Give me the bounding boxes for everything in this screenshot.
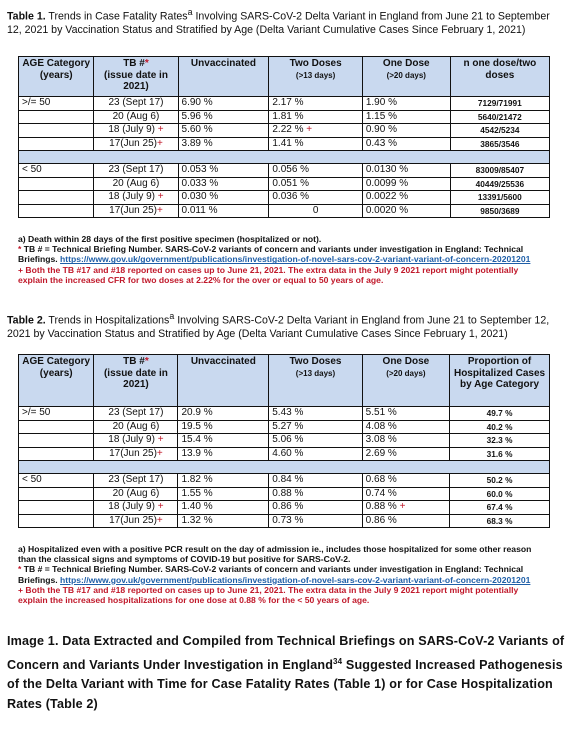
unvaccinated-cell: 0.011 % (178, 204, 269, 218)
age-group-blank (19, 110, 94, 124)
note-tb (18, 564, 548, 584)
age-group-blank (19, 514, 94, 528)
tb-cell (94, 164, 178, 178)
one-dose-cell: 0.0022 % (362, 191, 450, 205)
two-doses-cell: 4.60 % (269, 447, 362, 461)
unvaccinated-cell: 1.32 % (178, 514, 269, 528)
header-two-label: Two Doses (289, 58, 342, 69)
header-tb (94, 57, 178, 97)
tb-value: 20 (Aug 6) (112, 420, 160, 432)
unvaccinated-cell: 5.96 % (178, 110, 269, 124)
unvaccinated-cell: 1.40 % (178, 501, 269, 515)
one-dose-cell: 0.90 % (362, 124, 450, 138)
note-plus: + Both the TB #17 and #18 reported on cases up to June 21, 2021. The extra data in the July 9 2021 report might potentially explain the increased hospitalizations for one dose at 0.88 % for the < 50 years of age. (18, 584, 519, 606)
one-dose-cell: 0.43 % (362, 137, 450, 151)
header-tb (94, 355, 178, 407)
n-doses-cell: 40449/25536 (450, 177, 549, 191)
header-two-sub: (>13 days) (295, 70, 336, 80)
proportion-cell: 40.2 % (450, 420, 550, 434)
tb-cell (94, 191, 178, 205)
one-dose-cell: 2.69 % (362, 447, 449, 461)
unvaccinated-cell: 1.82 % (178, 474, 269, 488)
table-row (19, 124, 550, 138)
table1 (18, 56, 550, 218)
header-n-doses: n one dose/two doses (450, 57, 549, 97)
age-group-label: >/= 50 (19, 407, 94, 421)
age-group-blank (19, 447, 94, 461)
proportion-cell: 49.7 % (450, 407, 550, 421)
proportion-cell: 31.6 % (450, 447, 550, 461)
tb-cell (94, 447, 178, 461)
briefings-link[interactable]: https://www.gov.uk/government/publications/investigation-of-novel-sars-cov-2-variant-variant-of-concern-20201201 (60, 254, 531, 265)
age-group-label: < 50 (19, 474, 94, 488)
table2-label: Table 2. (7, 314, 46, 327)
n-doses-cell: 5640/21472 (450, 110, 549, 124)
unvaccinated-cell: 15.4 % (178, 434, 269, 448)
table1-label: Table 1. (7, 10, 46, 23)
tb-value: 17(Jun 25) (109, 447, 157, 459)
table-row (19, 191, 550, 205)
n-doses-cell: 83009/85407 (450, 164, 549, 178)
two-doses-cell: 0.86 % (269, 501, 362, 515)
proportion-cell: 67.4 % (450, 501, 550, 515)
age-group-label: >/= 50 (19, 97, 94, 111)
table-row (19, 204, 550, 218)
age-group-blank (19, 204, 94, 218)
table-row (19, 137, 550, 151)
tb-value: 20 (Aug 6) (112, 110, 160, 122)
separator-cell (19, 461, 550, 474)
two-doses-cell: 0 (269, 204, 362, 218)
unvaccinated-cell: 1.55 % (178, 487, 269, 501)
one-dose-value: 0.88 % (365, 501, 397, 512)
one-dose-cell: 1.90 % (362, 97, 450, 111)
two-doses-value: 2.22 % (272, 124, 304, 135)
proportion-cell: 32.3 % (450, 434, 550, 448)
tb-cell (94, 434, 178, 448)
two-doses-cell: 0.051 % (269, 177, 362, 191)
table1-notes (18, 234, 548, 285)
tb-value: 17(Jun 25) (109, 137, 157, 149)
table1-caption-text: Trends in Case Fatality Rates (45, 10, 188, 23)
unvaccinated-cell: 6.90 % (178, 97, 269, 111)
n-doses-cell: 9850/3689 (450, 204, 549, 218)
header-one-dose (362, 355, 449, 407)
one-dose-cell: 0.0130 % (362, 164, 450, 178)
unvaccinated-cell: 0.053 % (178, 164, 269, 178)
tb-cell (94, 97, 178, 111)
unvaccinated-cell: 0.033 % (178, 177, 269, 191)
age-group-blank (19, 124, 94, 138)
plus-mark: + (157, 501, 164, 512)
two-doses-cell (269, 124, 362, 138)
table1-caption-rest: Involving SARS-CoV-2 Delta Variant in England from June 21 to September 12, 2021 by Vaccination Status and Stratified by Age (Delta Variant Cumulative Cases Since February 1, 2021) (7, 10, 550, 36)
note-a: a) Hospitalized even with a positive PCR result on the day of admission ie., includes those hospitalized for some other reason than the classical signs and symptoms of COVID-19 but positive for SARS-CoV-2. (18, 544, 532, 565)
two-doses-cell: 0.84 % (269, 474, 362, 488)
one-dose-cell: 3.08 % (362, 434, 449, 448)
n-doses-cell: 7129/71991 (450, 97, 549, 111)
note-a: a) Death within 28 days of the first positive specimen (hospitalized or not). (18, 234, 322, 244)
table2 (18, 354, 550, 528)
unvaccinated-cell: 0.030 % (178, 191, 269, 205)
unvaccinated-cell: 3.89 % (178, 137, 269, 151)
table-row (19, 487, 550, 501)
age-group-blank (19, 137, 94, 151)
plus-mark: + (156, 514, 163, 526)
table-row (19, 110, 550, 124)
table1-caption (7, 6, 567, 37)
two-doses-cell: 0.056 % (269, 164, 362, 178)
tb-cell (94, 110, 178, 124)
two-doses-cell: 5.27 % (269, 420, 362, 434)
table2-caption (7, 310, 567, 341)
table2-caption-rest: Involving SARS-CoV-2 Delta Variant in England from June 21 to September 12, 2021 by Vaccination Status and Stratified by Age (Delta Variant Cumulative Cases Since February 1, 2021) (7, 314, 550, 340)
proportion-cell: 60.0 % (450, 487, 550, 501)
proportion-cell: 68.3 % (450, 514, 550, 528)
two-doses-cell: 1.81 % (269, 110, 362, 124)
tb-value: 18 (July 9) (108, 124, 156, 135)
one-dose-cell: 0.68 % (362, 474, 449, 488)
one-dose-cell: 1.15 % (362, 110, 450, 124)
table1-caption-sup: a (187, 7, 193, 17)
header-proportion: Proportion of Hospitalized Cases by Age Category (450, 355, 550, 407)
two-doses-cell: 0.73 % (269, 514, 362, 528)
tb-value: 17(Jun 25) (109, 514, 157, 526)
tb-cell (94, 407, 178, 421)
tb-cell (94, 177, 178, 191)
header-two-label: Two Doses (289, 356, 342, 367)
unvaccinated-cell: 20.9 % (178, 407, 269, 421)
note-tb-text: TB # = Technical Briefing Number. SARS-CoV-2 variants of concern and variants under investigation in England: Technical Briefings. (18, 564, 524, 585)
tb-cell (94, 487, 178, 501)
header-tb-sub: (issue date in 2021) (104, 69, 168, 92)
tb-value: 23 (Sept 17) (108, 407, 164, 418)
table-row (19, 407, 550, 421)
table-row (19, 474, 550, 488)
two-doses-cell: 0.036 % (269, 191, 362, 205)
asterisk-mark: * (18, 244, 22, 255)
n-doses-cell: 4542/5234 (450, 124, 549, 138)
header-unvaccinated: Unvaccinated (178, 57, 269, 97)
plus-mark: + (306, 124, 313, 135)
header-tb-label: TB # (123, 58, 145, 69)
age-group-blank (19, 177, 94, 191)
one-dose-cell: 0.74 % (362, 487, 449, 501)
n-doses-cell: 3865/3546 (450, 137, 549, 151)
unvaccinated-cell: 13.9 % (178, 447, 269, 461)
header-two-doses (269, 355, 362, 407)
two-doses-cell: 1.41 % (269, 137, 362, 151)
tb-cell (94, 501, 178, 515)
tb-cell (94, 420, 178, 434)
plus-mark: + (156, 204, 163, 216)
header-one-sub: (>20 days) (386, 368, 426, 378)
table2-notes (18, 544, 548, 605)
table-row (19, 177, 550, 191)
header-tb-sub: (issue date in 2021) (103, 367, 168, 390)
briefings-link[interactable]: https://www.gov.uk/government/publications/investigation-of-novel-sars-cov-2-variant-variant-of-concern-20201201 (60, 574, 531, 585)
one-dose-cell: 0.0020 % (362, 204, 450, 218)
one-dose-cell (362, 501, 449, 515)
header-two-doses (269, 57, 362, 97)
tb-cell (94, 124, 178, 138)
asterisk-mark: * (18, 564, 22, 575)
header-two-sub: (>13 days) (295, 368, 336, 378)
tb-value: 23 (Sept 17) (108, 97, 164, 108)
table-row (19, 447, 550, 461)
header-tb-mark: * (144, 356, 149, 367)
figure-caption-text: Image 1. Data Extracted and Compiled from Technical Briefings on SARS-CoV-2 Variants of Concern and Variants Under Investigation in England (7, 634, 565, 672)
header-one-label: One Dose (382, 58, 430, 69)
tb-value: 17(Jun 25) (109, 204, 157, 216)
age-group-blank (19, 487, 94, 501)
plus-mark: + (399, 501, 406, 512)
plus-mark: + (157, 434, 164, 445)
one-dose-cell: 0.0099 % (362, 177, 450, 191)
proportion-cell: 50.2 % (450, 474, 550, 488)
figure-caption-rest: Suggested Increased Pathogenesis of the Delta Variant with Time for Case Fatality Rates (Table 1) or for Case Hospitalization Rates (Table 2) (7, 657, 563, 711)
one-dose-cell: 0.86 % (362, 514, 449, 528)
one-dose-cell: 5.51 % (362, 407, 449, 421)
header-one-dose (362, 57, 450, 97)
two-doses-cell: 2.17 % (269, 97, 362, 111)
age-group-label: < 50 (19, 164, 94, 178)
one-dose-cell: 4.08 % (362, 420, 449, 434)
unvaccinated-cell: 5.60 % (178, 124, 269, 138)
header-age: AGE Category (years) (19, 355, 94, 407)
two-doses-cell: 5.43 % (269, 407, 362, 421)
two-doses-cell: 5.06 % (269, 434, 362, 448)
tb-value: 20 (Aug 6) (112, 487, 160, 499)
tb-value: 18 (July 9) (108, 434, 155, 445)
figure-caption (7, 632, 567, 714)
header-one-label: One Dose (382, 356, 430, 367)
tb-value: 20 (Aug 6) (112, 177, 160, 189)
age-group-blank (19, 501, 94, 515)
unvaccinated-cell: 19.5 % (178, 420, 269, 434)
age-group-blank (19, 434, 94, 448)
age-group-blank (19, 420, 94, 434)
group-separator (19, 151, 550, 164)
plus-mark: + (157, 124, 164, 135)
note-tb-text: TB # = Technical Briefing Number. SARS-CoV-2 variants of concern and variants under investigation in England: Technical Briefings. (18, 244, 524, 265)
plus-mark: + (156, 137, 163, 149)
table-row (19, 501, 550, 515)
header-age: AGE Category (years) (19, 57, 94, 97)
tb-value: 18 (July 9) (108, 191, 156, 202)
group-separator (19, 461, 550, 474)
header-one-sub: (>20 days) (386, 70, 426, 80)
two-doses-cell: 0.88 % (269, 487, 362, 501)
note-plus: + Both the TB #17 and #18 reported on cases up to June 21, 2021. The extra data in the July 9 2021 report might potentially explain the increased CFR for two doses at 2.22% for the over or equal to 50 years of age. (18, 264, 519, 285)
tb-value: 23 (Sept 17) (108, 164, 164, 175)
plus-mark: + (156, 447, 163, 459)
table-row (19, 97, 550, 111)
table-row (19, 420, 550, 434)
age-group-blank (19, 191, 94, 205)
figure-caption-sup: 34 (333, 656, 343, 666)
tb-cell (94, 204, 178, 218)
tb-cell (94, 474, 178, 488)
header-tb-label: TB # (123, 356, 145, 367)
tb-cell (94, 514, 178, 528)
tb-cell (94, 137, 178, 151)
tb-value: 23 (Sept 17) (108, 474, 164, 485)
table2-caption-text: Trends in Hospitalizations (45, 314, 170, 327)
tb-value: 18 (July 9) (108, 501, 155, 512)
header-tb-mark: * (144, 58, 149, 69)
header-unvaccinated: Unvaccinated (178, 355, 269, 407)
note-tb (18, 244, 548, 264)
n-doses-cell: 13391/5600 (450, 191, 549, 205)
table2-caption-sup: a (169, 311, 175, 321)
table-row (19, 514, 550, 528)
table-row (19, 434, 550, 448)
separator-cell (19, 151, 550, 164)
table-row (19, 164, 550, 178)
plus-mark: + (157, 191, 164, 202)
